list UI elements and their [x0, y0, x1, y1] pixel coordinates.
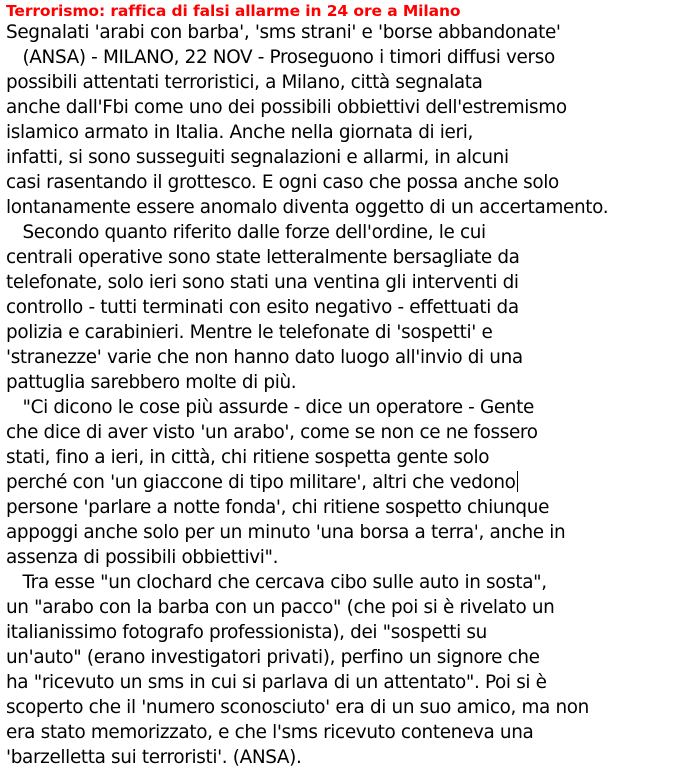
body-line: assenza di possibili obbiettivi". — [6, 547, 279, 568]
body-line: (ANSA) - MILANO, 22 NOV - Proseguono i timori diffusi verso — [6, 47, 555, 68]
body-line: un'auto" (erano investigatori privati), perfino un signore che — [6, 647, 540, 668]
body-line: polizia e carabinieri. Mentre le telefonate di 'sospetti' e — [6, 322, 493, 343]
body-line: islamico armato in Italia. Anche nella giornata di ieri, — [6, 122, 473, 143]
body-line: appoggi anche solo per un minuto 'una borsa a terra', anche in — [6, 522, 566, 543]
body-line: 'stranezze' varie che non hanno dato luogo all'invio di una — [6, 347, 523, 368]
article-headline: Terrorismo: raffica di falsi allarme in 24 ore a Milano — [6, 2, 461, 20]
body-line: era stato memorizzato, e che l'sms ricevuto conteneva una — [6, 722, 534, 743]
body-line: un "arabo con la barba con un pacco" (che poi si è rivelato un — [6, 597, 555, 618]
body-line: lontanamente essere anomalo diventa oggetto di un accertamento. — [6, 197, 609, 218]
body-line: infatti, si sono susseguiti segnalazioni e allarmi, in alcuni — [6, 147, 509, 168]
body-line: italianissimo fotografo professionista), dei "sospetti su — [6, 622, 487, 643]
body-line: ha "ricevuto un sms in cui si parlava di un attentato". Poi si è — [6, 672, 547, 693]
body-line: casi rasentando il grottesco. E ogni caso che possa anche solo — [6, 172, 559, 193]
body-line: telefonate, solo ieri sono stati una ventina gli interventi di — [6, 272, 519, 293]
article — [6, 2, 695, 770]
body-line: persone 'parlare a notte fonda', chi ritiene sospetto chiunque — [6, 497, 550, 518]
body-line: "Ci dicono le cose più assurde - dice un operatore - Gente — [6, 397, 534, 418]
body-line-text: perché con 'un giaccone di tipo militare', altri che vedono — [6, 472, 516, 493]
article-subtitle: Segnalati 'arabi con barba', 'sms strani' e 'borse abbandonate' — [6, 22, 561, 43]
body-line: che dice di aver visto 'un arabo', come se non ce ne fossero — [6, 422, 538, 443]
body-line: pattuglia sarebbero molte di più. — [6, 372, 297, 393]
body-line: scoperto che il 'numero sconosciuto' era di un suo amico, ma non — [6, 697, 589, 718]
body-line: controllo - tutti terminati con esito negativo - effettuati da — [6, 297, 519, 318]
body-line-with-caret — [6, 470, 695, 495]
body-line: Tra esse "un clochard che cercava cibo sulle auto in sosta", — [6, 572, 547, 593]
body-line: Secondo quanto riferito dalle forze dell'ordine, le cui — [6, 222, 486, 243]
text-caret — [517, 471, 518, 492]
body-line: anche dall'Fbi come uno dei possibili obbiettivi dell'estremismo — [6, 97, 567, 118]
article-body[interactable] — [6, 20, 695, 770]
body-line: possibili attentati terroristici, a Milano, città segnalata — [6, 72, 483, 93]
body-line: 'barzelletta sui terroristi'. (ANSA). — [6, 747, 302, 768]
body-line: centrali operative sono state letteralmente bersagliate da — [6, 247, 520, 268]
body-line: stati, fino a ieri, in città, chi ritiene sospetta gente solo — [6, 447, 490, 468]
